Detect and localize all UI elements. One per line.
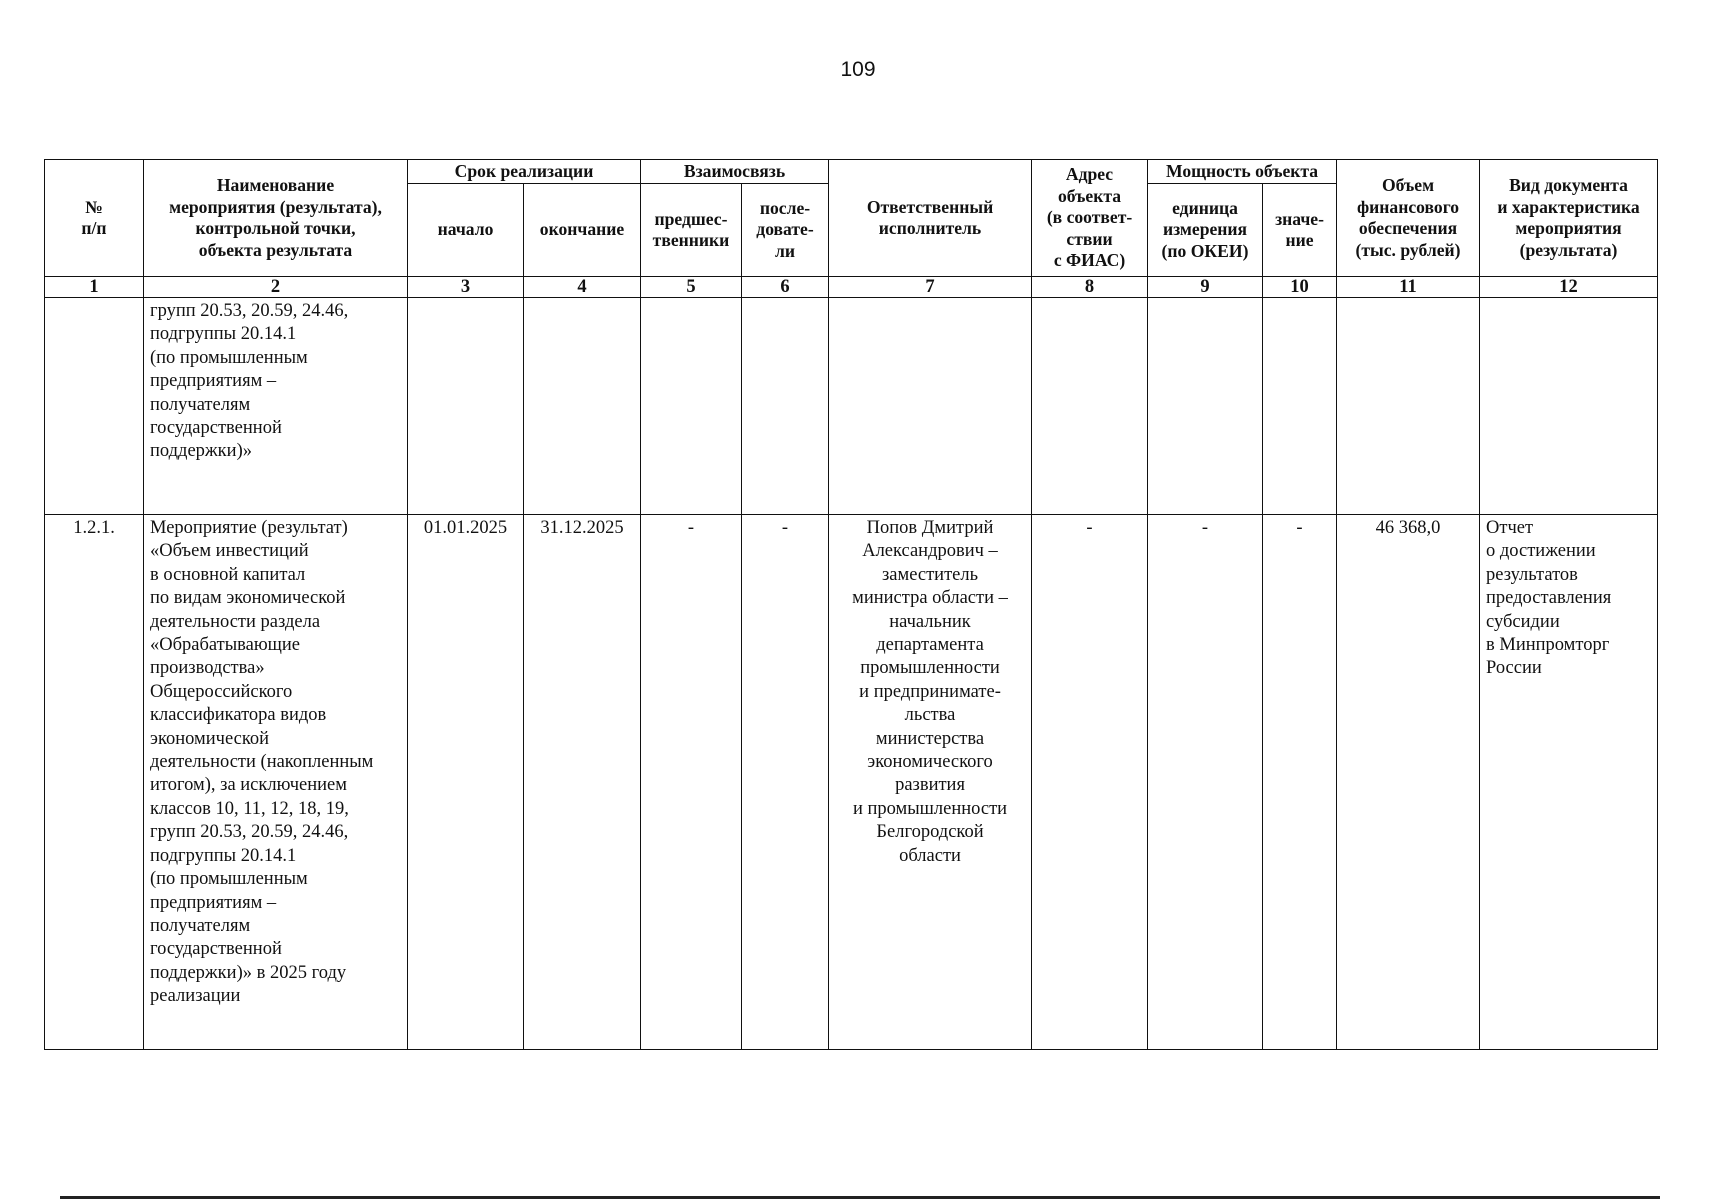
row-prev: - [641, 515, 742, 1050]
row-name: групп 20.53, 20.59, 24.46, подгруппы 20.14.1 (по промышленным предприятиям – получателям государственной поддержки)» [144, 298, 408, 515]
header-capacity-group: Мощность объекта [1148, 160, 1337, 184]
column-number: 1 [45, 277, 144, 298]
row-unit [1148, 298, 1263, 515]
header-name: Наименование мероприятия (результата), контрольной точки, объекта результата [144, 160, 408, 277]
row-end: 31.12.2025 [524, 515, 641, 1050]
header-link-prev: предшес- твенники [641, 184, 742, 277]
column-number: 9 [1148, 277, 1263, 298]
table-row [45, 515, 1658, 1050]
column-number-row [45, 277, 1658, 298]
column-number: 6 [742, 277, 829, 298]
column-number: 7 [829, 277, 1032, 298]
header-term-end: окончание [524, 184, 641, 277]
row-num [45, 298, 144, 515]
row-prev [641, 298, 742, 515]
row-responsible [829, 298, 1032, 515]
row-unit: - [1148, 515, 1263, 1050]
row-finance [1337, 298, 1480, 515]
row-value: - [1263, 515, 1337, 1050]
column-number: 11 [1337, 277, 1480, 298]
row-start [408, 298, 524, 515]
header-num: № п/п [45, 160, 144, 277]
row-next [742, 298, 829, 515]
row-name: Мероприятие (результат) «Объем инвестиций в основной капитал по видам экономической деятельности раздела «Обрабатывающие производства» Общероссийского классификатора видов экономической деятельности (накопленным итогом), за исключением классов 10, 11, 12, 18, 19, групп 20.53, 20.59, 24.46, подгруппы 20.14.1 (по промышленным предприятиям – получателям государственной поддержки)» в 2025 году реализации [144, 515, 408, 1050]
column-number: 2 [144, 277, 408, 298]
column-number: 3 [408, 277, 524, 298]
row-value [1263, 298, 1337, 515]
row-end [524, 298, 641, 515]
column-number: 5 [641, 277, 742, 298]
header-link-next: после- довате- ли [742, 184, 829, 277]
row-address [1032, 298, 1148, 515]
row-address: - [1032, 515, 1148, 1050]
column-number: 10 [1263, 277, 1337, 298]
page-number: 109 [840, 58, 876, 81]
scan-edge-line [60, 1196, 1660, 1199]
header-address: Адрес объекта (в соответ- ствии с ФИАС) [1032, 160, 1148, 277]
row-next: - [742, 515, 829, 1050]
column-number: 12 [1480, 277, 1658, 298]
column-number: 4 [524, 277, 641, 298]
header-capacity-value: значе- ние [1263, 184, 1337, 277]
header-term-start: начало [408, 184, 524, 277]
measures-table [44, 159, 1658, 1050]
row-start: 01.01.2025 [408, 515, 524, 1050]
row-doc: Отчет о достижении результатов предоставления субсидии в Минпромторг России [1480, 515, 1658, 1050]
column-number: 8 [1032, 277, 1148, 298]
header-responsible: Ответственный исполнитель [829, 160, 1032, 277]
row-doc [1480, 298, 1658, 515]
table-row [45, 298, 1658, 515]
row-num: 1.2.1. [45, 515, 144, 1050]
header-doc: Вид документа и характеристика мероприятия (результата) [1480, 160, 1658, 277]
row-finance: 46 368,0 [1337, 515, 1480, 1050]
header-term-group: Срок реализации [408, 160, 641, 184]
header-capacity-unit: единица измерения (по ОКЕИ) [1148, 184, 1263, 277]
header-finance: Объем финансового обеспечения (тыс. рублей) [1337, 160, 1480, 277]
row-responsible: Попов Дмитрий Александрович – заместитель министра области – начальник департамента промышленности и предпринимате- льства министерства экономического развития и промышленности Белгородской области [829, 515, 1032, 1050]
header-link-group: Взаимосвязь [641, 160, 829, 184]
